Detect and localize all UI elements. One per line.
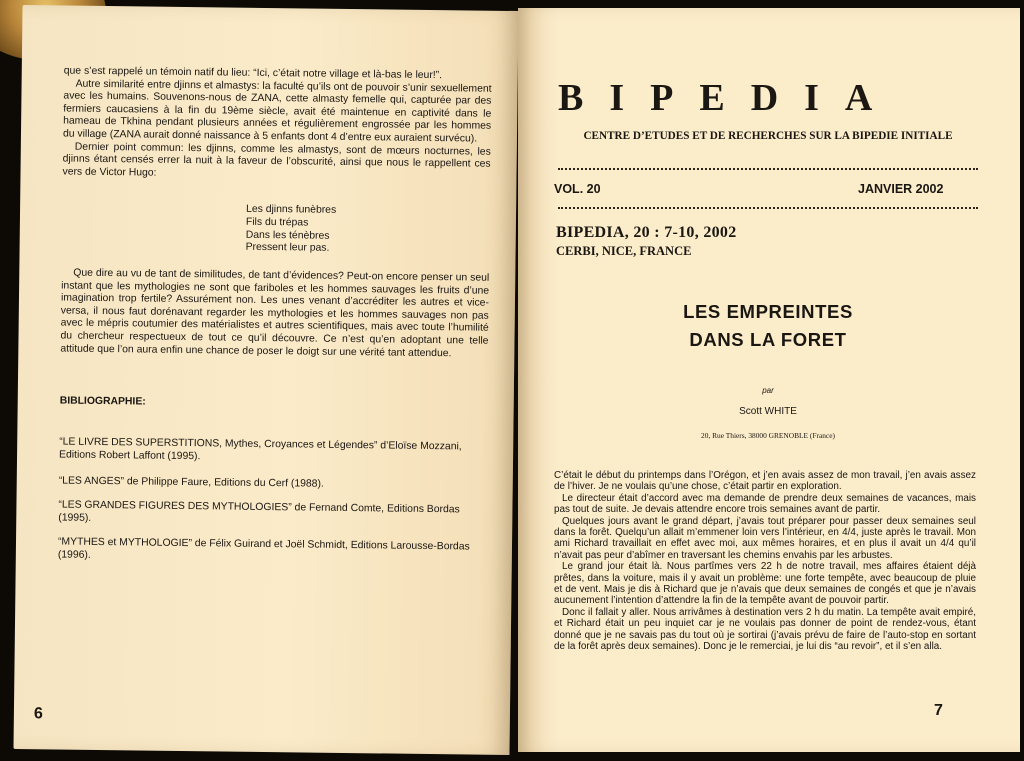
bibliography-heading: BIBLIOGRAPHIE: bbox=[59, 395, 146, 408]
page-number: 7 bbox=[934, 702, 943, 719]
journal-title: BIPEDIA bbox=[558, 77, 899, 119]
article-title-line: LES EMPREINTES bbox=[683, 301, 853, 322]
volume-label: VOL. 20 bbox=[554, 182, 601, 196]
paragraph: Le directeur était d’accord avec ma demande de prendre deux semaines de vacances, mais pas tout de suite. Je devais attendre encore trois semaines avant de partir. bbox=[554, 492, 976, 516]
paragraph: Autre similarité entre djinns et almastys: la faculté qu’ils ont de pouvoir s’unir sexuellement avec les humains. Souvenons-nous de ZANA, cette almasty femelle qui, capturée par des fermiers caucasiens à la fin du 19ème siècle, avait été maintenue en captivité dans le hameau de Tkhina pendant plusieurs années et régulièrement engrossée par les hommes du village (ZANA aurait donné naissance à 5 enfants dont 4 d’entre eux auraient survécu). bbox=[62, 78, 492, 145]
poem-line: Fils du trépas bbox=[245, 216, 309, 229]
paragraph: Que dire au vu de tant de similitudes, de tant d’évidences? Peut-on encore penser un seul instant que les mythologies ne sont que fariboles et les hommes sauvages les fruits d’une imagination trop fertile? Assurément non. Les unes venant d’accréditer les autres et vice-versa, il nous faut dorénavant regarder les mythologies et les hommes sauvages non pas avec le mépris coutumier des matérialistes et autres scientifiques, mais avec toute l’humilité du chercheur respectueux de tout ce qu’il découvre. Ce n’est qu’en adoptant une telle attitude que l’on aura enfin une chance de poser le doigt sur une vérité tant attendue. bbox=[60, 267, 490, 359]
poem-line: Dans les ténèbres bbox=[245, 229, 330, 242]
paragraph: Quelques jours avant le grand départ, j’avais tout préparer pour passer deux semaines seul dans la forêt. Quelqu’un allait m’emmener loin vers l’intérieur, en 4/4, juste après le travail. Mon ami Richard travaillait en effet avec moi, aux mêmes horaires, et en plus il avait un 4/4 qu’il n’avait pas peur d’abîmer en traversant les chemins envahis par les arbustes. bbox=[554, 515, 976, 561]
author-address: 20, Rue Thiers, 38000 GRENOBLE (France) bbox=[701, 431, 835, 440]
bibliography-entry: “LES GRANDES FIGURES DES MYTHOLOGIES” de Fernand Comte, Editions Bordas (1995). bbox=[58, 499, 460, 524]
citation-line: BIPEDIA, 20 : 7-10, 2002 bbox=[556, 224, 737, 241]
article-body bbox=[554, 470, 976, 653]
paragraph: Le grand jour était là. Nous partîmes vers 22 h de notre travail, mes affaires étaient déjà prêtes, dans la voiture, mais il y avait un problème: une forte tempête, avec beaucoup de pluie et de vent. Mais je dis à Richard que je n’avais que deux semaines de congés et que je n’avais aucunement l’intention d’attendre la fin de la tempête avant de pouvoir partir. bbox=[554, 561, 976, 607]
right-page bbox=[518, 8, 1020, 752]
article-title bbox=[558, 298, 978, 354]
poem-quote bbox=[246, 204, 337, 256]
poem-line: Pressent leur pas. bbox=[245, 242, 330, 255]
paragraph: Dernier point commun: les djinns, comme les almastys, sont de mœurs nocturnes, les djinns étant censés errer la nuit à la faveur de l’obscurité, ainsi que nous le rappellent ces vers de Victor Hugo: bbox=[62, 141, 491, 179]
publisher-place: CERBI, NICE, FRANCE bbox=[556, 244, 692, 258]
byline-par: par bbox=[762, 386, 774, 395]
bibliography-entry: “LES ANGES” de Philippe Faure, Editions du Cerf (1988). bbox=[58, 475, 324, 490]
bibliography-entry: “MYTHES et MYTHOLOGIE” de Félix Guirand et Joël Schmidt, Editions Larousse-Bordas (1996). bbox=[57, 536, 470, 561]
dotted-divider bbox=[558, 168, 978, 170]
dotted-divider bbox=[558, 207, 978, 209]
bibliography-entry: “LE LIVRE DES SUPERSTITIONS, Mythes, Croyances et Légendes” d’Eloïse Mozzani, Editions Robert Laffont (1995). bbox=[59, 436, 462, 462]
issue-date: JANVIER 2002 bbox=[858, 182, 944, 196]
left-page-body-2 bbox=[60, 267, 489, 360]
journal-subtitle: CENTRE D’ETUDES ET DE RECHERCHES SUR LA BIPEDIE INITIALE bbox=[583, 130, 953, 142]
author-name: Scott WHITE bbox=[739, 406, 797, 417]
page-number: 6 bbox=[33, 705, 43, 723]
left-page-body bbox=[62, 66, 491, 185]
paragraph: C’était le début du printemps dans l’Orégon, et j’en avais assez de mon travail, j’en avais assez de l’hiver. Je ne voulais qu’une chose, c’était partir en exploration. bbox=[554, 470, 976, 493]
poem-line: Les djinns funèbres bbox=[246, 203, 337, 216]
left-page bbox=[13, 5, 518, 755]
paragraph: Donc il fallait y aller. Nous arrivâmes à destination vers 2 h du matin. La tempête avait empiré, et Richard était un peu inquiet car je ne voulais pas donner de point de rendez-vous, étant donné que je ne savais pas du tout où je sortirai (j’avais prévu de faire de l’auto-stop en sortant de la forêt après deux semaines). Donc je le remerciai, je lui dis “au revoir”, et il s’en alla. bbox=[554, 606, 976, 653]
paragraph: que s’est rappelé un témoin natif du lieu: “Ici, c’était notre village et là-bas le leur!”. bbox=[63, 65, 443, 82]
article-title-line: DANS LA FORET bbox=[689, 329, 847, 350]
